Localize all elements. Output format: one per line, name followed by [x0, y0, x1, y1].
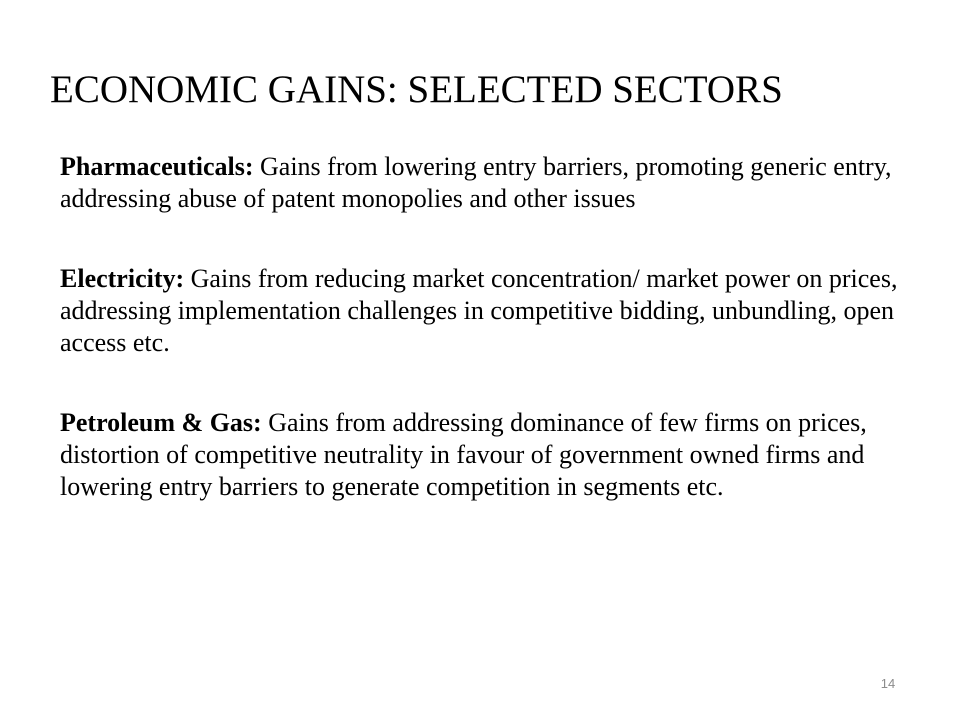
- section-text: Gains from addressing dominance of few firms on prices, distortion of competitive neutrality in favour of government owned firms and lowering entry barriers to generate competition in segments etc.: [60, 408, 867, 501]
- section-text: Gains from lowering entry barriers, promoting generic entry, addressing abuse of patent monopolies and other issues: [60, 152, 892, 213]
- section-petroleum-gas: [60, 407, 915, 503]
- slide-title: ECONOMIC GAINS: SELECTED SECTORS: [50, 68, 783, 111]
- section-electricity: [60, 263, 915, 359]
- section-term: Pharmaceuticals:: [60, 152, 254, 181]
- section-pharmaceuticals: [60, 151, 915, 215]
- section-term: Petroleum & Gas:: [60, 408, 262, 437]
- section-term: Electricity:: [60, 264, 185, 293]
- section-text: Gains from reducing market concentration/ market power on prices, addressing implementation challenges in competitive bidding, unbundling, open access etc.: [60, 264, 898, 357]
- slide-body: [60, 151, 915, 551]
- slide-number: 14: [880, 676, 896, 691]
